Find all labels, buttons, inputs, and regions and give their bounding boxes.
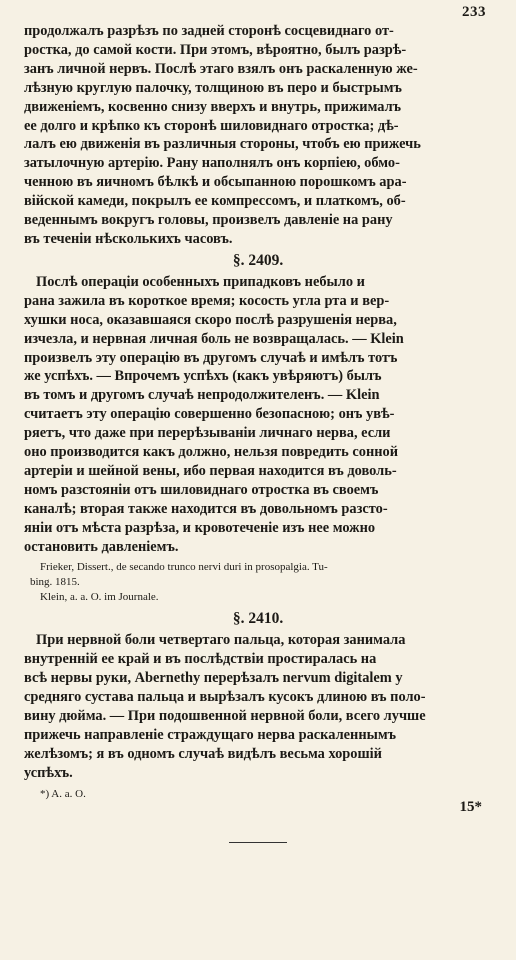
text-line: ряетъ, что даже при перерѣзыванiи личнаго нерва, если bbox=[24, 425, 391, 442]
text-line: произвелъ эту операцiю въ другомъ случаѣ и имѣлъ тотъ bbox=[24, 349, 398, 366]
text-line: артерiи и шейной вены, ибо первая находится въ доволь- bbox=[24, 462, 397, 479]
text-line: остановить давленiемъ. bbox=[24, 538, 179, 555]
text-line: вiйской камеди, покрылъ ее компрессомъ, и платкомъ, об- bbox=[24, 193, 406, 210]
text-line: рана зажила въ короткое время; косость угла рта и вер- bbox=[24, 292, 390, 309]
section-heading-2410: §. 2410. bbox=[232, 610, 284, 628]
footnote: *) A. a. O. bbox=[40, 787, 86, 800]
section-2409-paragraph bbox=[24, 273, 492, 557]
text-line: Послѣ операцiи особенныхъ припадковъ небыло и bbox=[36, 273, 365, 290]
footnote: Klein, a. a. O. im Journale. bbox=[40, 591, 159, 604]
text-line: ее долго и крѣпко къ сторонѣ шиловиднаго отростка; дѣ- bbox=[24, 117, 399, 134]
paragraph-continued bbox=[24, 22, 492, 249]
footnotes-2409 bbox=[24, 560, 492, 605]
text-line: вину дюйма. — При подошвенной нервной боли, всего лучше bbox=[24, 708, 426, 725]
text-line: хушки носа, оказавшаяся скоро послѣ разрушенiя нерва, bbox=[24, 311, 397, 328]
text-line: всѣ нервы руки, Abernethy перерѣзалъ nervum digitalem у bbox=[24, 670, 403, 687]
text-line: оно производится какъ должно, нельзя повредить сонной bbox=[24, 444, 399, 461]
text-line: желѣзомъ; я въ одномъ случаѣ видѣлъ весьма хорошiй bbox=[24, 745, 382, 762]
text-line: средняго сустава пальца и вырѣзалъ кусокъ длиною въ поло- bbox=[24, 689, 426, 706]
text-line: же успѣхъ. — Впрочемъ успѣхъ (какъ увѣряютъ) былъ bbox=[24, 368, 382, 385]
signature-mark: 15* bbox=[459, 799, 482, 815]
section-2410-paragraph bbox=[24, 631, 492, 782]
text-line: лалъ ею движенiя въ различныя стороны, чтобъ ею прижечь bbox=[24, 136, 421, 153]
page-body bbox=[24, 22, 492, 843]
footnote: Frieker, Dissert., de secando trunco nervi duri in prosopalgia. Tu- bbox=[40, 561, 328, 574]
text-line: внутреннiй ее край и въ послѣдствiи простиралась на bbox=[24, 651, 377, 668]
text-line: продолжалъ разрѣзъ по задней сторонѣ сосцевиднаго от- bbox=[24, 23, 394, 39]
text-line: изчезла, и нервная личная боль не возвращалась. — Klein bbox=[24, 330, 404, 347]
text-line: номъ разстоянiи отъ шиловиднаго отростка въ своемъ bbox=[24, 481, 379, 498]
section-heading-2409: §. 2409. bbox=[232, 251, 284, 269]
text-line: янiи отъ мѣста разрѣза, и кровотеченiе изъ нее можно bbox=[24, 519, 376, 536]
section-divider bbox=[229, 842, 287, 843]
text-line: въ теченiи нѣсколькихъ часовъ. bbox=[24, 230, 233, 247]
text-line: въ томъ и другомъ случаѣ непродолжителенъ. — Klein bbox=[24, 387, 380, 404]
text-line: ростка, до самой кости. При этомъ, вѣроятно, былъ разрѣ- bbox=[24, 41, 407, 58]
page-number: 233 bbox=[462, 4, 486, 20]
text-line: При нервной боли четвертаго пальца, которая занимала bbox=[36, 632, 406, 649]
text-line: успѣхъ. bbox=[24, 764, 73, 781]
text-line: прижечь направленiе страждущаго нерва раскаленнымъ bbox=[24, 727, 397, 743]
text-line: ченною въ яичномъ бѣлкѣ и обсыпанною порошкомъ ара- bbox=[24, 174, 407, 191]
footnotes-2410 bbox=[24, 787, 492, 802]
text-line: каналѣ; вторая также находится въ довольномъ разсто- bbox=[24, 500, 388, 517]
text-line: занъ личной нервъ. Послѣ этаго взялъ онъ раскаленную же- bbox=[24, 60, 418, 77]
text-line: затылочную артерiю. Рану наполнялъ онъ корпiею, обмо- bbox=[24, 155, 400, 172]
text-line: движенiемъ, косвенно снизу вверхъ и внутрь, прижималъ bbox=[24, 98, 402, 115]
text-line: считаетъ эту операцiю совершенно безопасною; онъ увѣ- bbox=[24, 406, 395, 423]
text-line: лѣзную круглую палочку, толщиною въ перо и быстрымъ bbox=[24, 79, 402, 96]
text-line: веденнымъ вокругъ головы, произвелъ давленiе на рану bbox=[24, 212, 393, 229]
footnote: bing. 1815. bbox=[30, 576, 80, 589]
